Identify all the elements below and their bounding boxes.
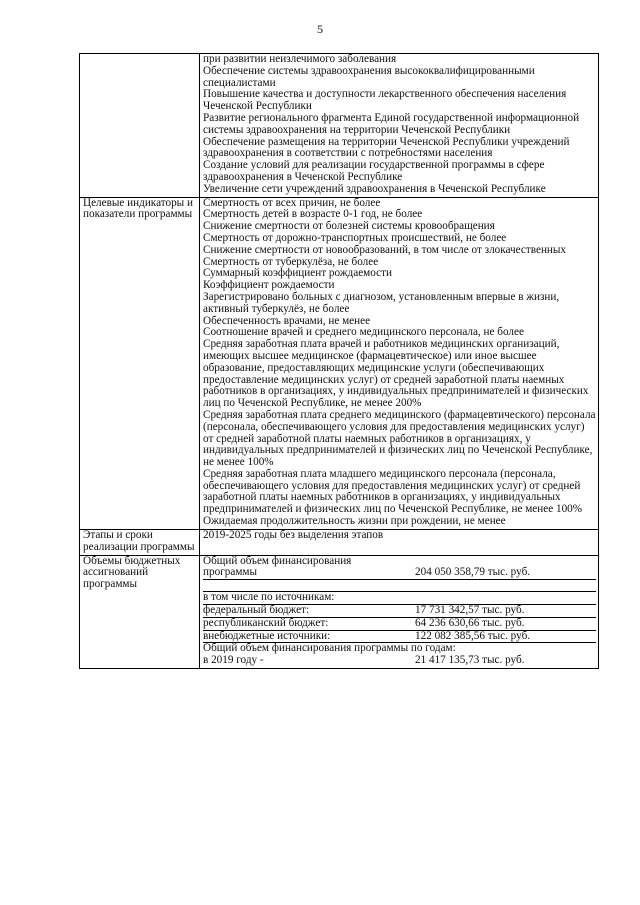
content-line: Обеспечение размещения на территории Чеченской Республики учреждений здравоохранения в соответствии с потребностями населения	[203, 135, 570, 160]
source-value: 122 082 385,56 тыс. руб.	[415, 629, 531, 642]
row-content	[200, 530, 599, 556]
indicator-line: Средняя заработная плата врачей и работников медицинских организаций, имеющих высшее медицинское (фармацевтическое) или иное высшее образование, предоставляющих медицинские услуги (обеспечивающих предоставление медицинских услуг) от средней заработной платы наемных работников в организациях, у индивидуальных предпринимателей и физических лиц по Чеченской Республике, не менее 200%	[203, 338, 589, 410]
content-line: Развитие регионального фрагмента Единой государственной информационной системы здравоохранения на территории Чеченской Республики	[203, 111, 580, 136]
row-label: Этапы и сроки реализации программы	[80, 530, 200, 556]
table-row	[80, 555, 599, 668]
total-label: программы	[203, 566, 257, 579]
content-line: Обеспечение системы здравоохранения высококвалифицированными специалистами	[203, 64, 535, 89]
row-content	[200, 555, 599, 668]
indicator-line: Коэффициент рождаемости	[203, 279, 335, 292]
by-year-heading: Общий объем финансирования программы по годам:	[203, 642, 456, 655]
row-label: Целевые индикаторы и показатели программы	[80, 197, 200, 530]
indicator-line: Средняя заработная плата среднего медицинского (фармацевтического) персонала (персонала, обеспечивающего условия для предоставления медицинских услуг) от средней заработной платы наемных работников в организациях, у индивидуальных предпринимателей и физических лиц по Чеченской Республике, не менее 100%	[203, 408, 596, 469]
indicator-line: Смертность от дорожно-транспортных происшествий, не более	[203, 231, 507, 244]
indicator-line: Смертность от туберкулёза, не более	[203, 255, 379, 268]
row-label: Объемы бюджетных ассигнований программы	[80, 555, 200, 668]
content-line: Создание условий для реализации государственной программы в сфере здравоохранения в Чеченской Республике	[203, 159, 545, 183]
table-row	[80, 197, 599, 530]
indicator-line: Снижение смертности от новообразований, в том числе от злокачественных	[203, 243, 567, 256]
total-heading: Общий объем финансирования	[203, 554, 352, 567]
indicator-line: Смертность детей в возрасте 0-1 год, не более	[203, 208, 423, 221]
content-line: при развитии неизлечимого заболевания	[203, 53, 397, 65]
year-value: 21 417 135,73 тыс. руб.	[415, 654, 525, 667]
indicator-line: Средняя заработная плата младшего медицинского персонала (персонала, обеспечивающего условия для предоставления медицинских услуг) от средней заработной платы наемных работников в организациях, у индивидуальных предпринимателей и физических лиц по Чеченской Республике, не менее 100%	[203, 467, 583, 516]
indicator-line: Ожидаемая продолжительность жизни при рождении, не менее	[203, 516, 506, 528]
source-name: внебюджетные источники:	[203, 629, 331, 642]
period-line: 2019-2025 годы без выделения этапов	[203, 529, 384, 542]
source-value: 17 731 342,57 тыс. руб.	[415, 604, 525, 617]
program-passport-table	[79, 53, 599, 669]
by-source-heading: в том числе по источникам:	[203, 592, 596, 605]
row-content	[200, 54, 599, 198]
row-content	[200, 197, 599, 530]
year-row	[203, 655, 596, 667]
indicator-line: Снижение смертности от болезней системы кровообращения	[203, 220, 495, 233]
indicator-line: Зарегистрировано больных с диагнозом, установленным впервые в жизни, активный туберкулёз, не более	[203, 290, 560, 315]
indicator-line: Суммарный коэффициент рождаемости	[203, 267, 392, 280]
table-row	[80, 54, 599, 198]
page-number: 5	[317, 22, 323, 36]
row-label	[80, 54, 200, 198]
content-line: Повышение качества и доступности лекарственного обеспечения населения Чеченской Республики	[203, 88, 567, 113]
content-line: Увеличение сети учреждений здравоохранения в Чеченской Республике	[203, 182, 546, 195]
source-name: федеральный бюджет:	[203, 604, 310, 617]
indicator-line: Смертность от всех причин, не более	[203, 196, 381, 209]
total-row	[203, 567, 596, 580]
total-value: 204 050 358,79 тыс. руб.	[415, 566, 531, 579]
source-row	[203, 618, 596, 631]
indicator-line: Обеспеченность врачами, не менее	[203, 314, 371, 327]
source-name: республиканский бюджет:	[203, 616, 329, 629]
indicator-line: Соотношение врачей и среднего медицинского персонала, не более	[203, 326, 524, 339]
source-value: 64 236 630,66 тыс. руб.	[415, 616, 525, 629]
year-name: в 2019 году -	[203, 654, 264, 667]
table-row	[80, 530, 599, 556]
source-row	[203, 605, 596, 618]
